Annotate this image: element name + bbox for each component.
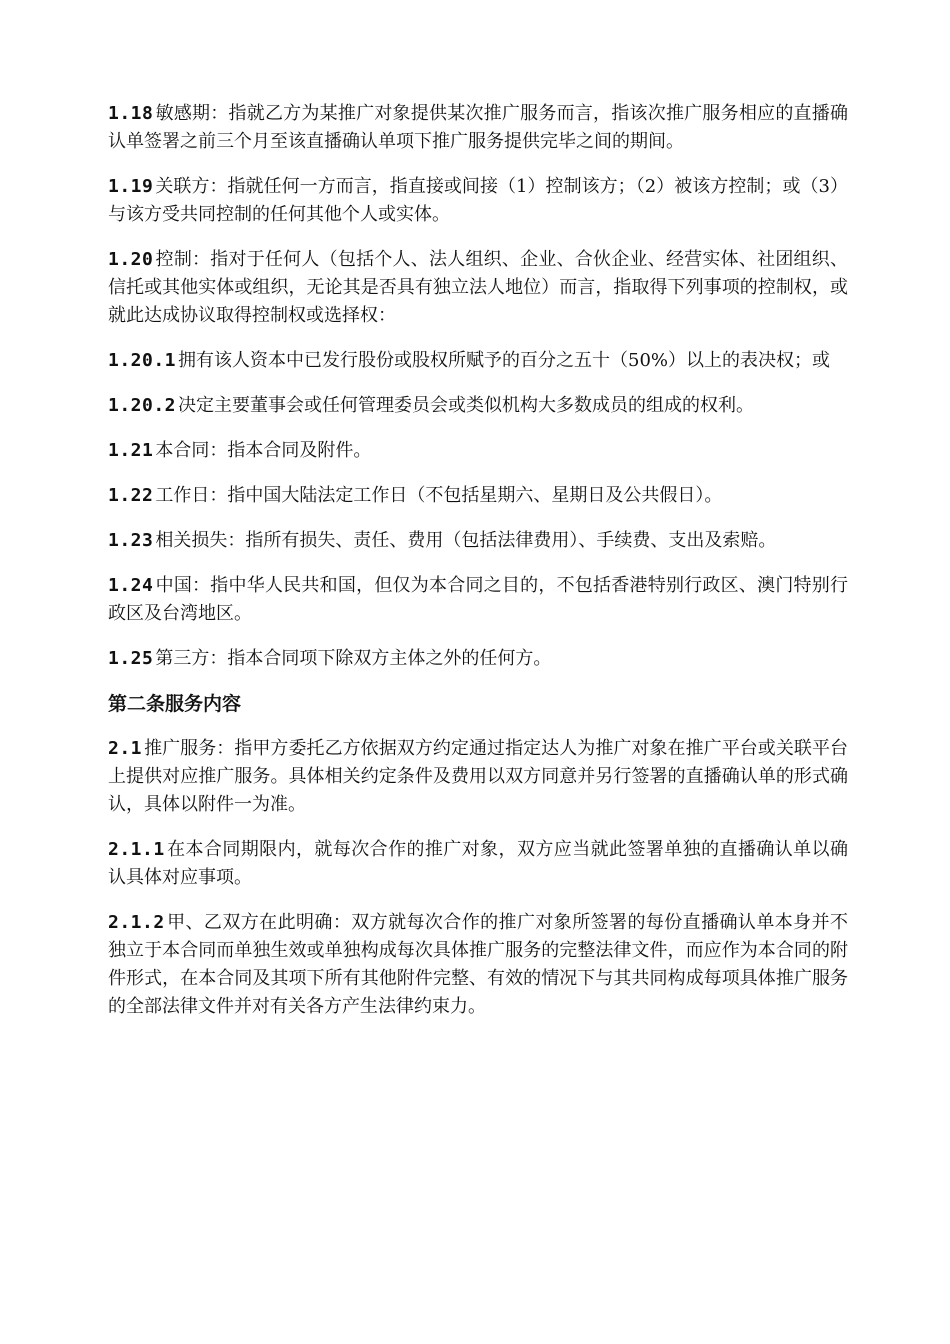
clause-text: 拥有该人资本中已发行股份或股权所赋予的百分之五十（50%）以上的表决权；或: [178, 350, 831, 371]
clause-1-23: [108, 527, 848, 555]
clause-number: 1.25: [108, 648, 154, 669]
clause-1-25: [108, 645, 848, 673]
clause-text: 第三方：指本合同项下除双方主体之外的任何方。: [155, 648, 552, 669]
clause-text: 控制：指对于任何人（包括个人、法人组织、企业、合伙企业、经营实体、社团组织、信托或其他实体或组织，无论其是否具有独立法人地位）而言，指取得下列事项的控制权，或就此达成协议取得控制权或选择权：: [108, 249, 848, 326]
clause-1-24: [108, 572, 848, 628]
clause-number: 2.1: [108, 738, 143, 759]
section-heading: 第二条服务内容: [108, 693, 242, 715]
clause-2-1-1: [108, 836, 848, 892]
clause-text: 决定主要董事会或任何管理委员会或类似机构大多数成员的组成的权利。: [178, 395, 755, 416]
clause-text: 敏感期：指就乙方为某推广对象提供某次推广服务而言，指该次推广服务相应的直播确认单签署之前三个月至该直播确认单项下推广服务提供完毕之间的期间。: [108, 103, 848, 152]
clause-text: 中国：指中华人民共和国，但仅为本合同之目的，不包括香港特别行政区、澳门特别行政区及台湾地区。: [108, 575, 848, 624]
clause-text: 工作日：指中国大陆法定工作日（不包括星期六、星期日及公共假日）。: [155, 485, 723, 506]
clause-text: 关联方：指就任何一方而言，指直接或间接（1）控制该方；（2）被该方控制；或（3）与该方受共同控制的任何其他个人或实体。: [108, 176, 848, 225]
clause-text: 本合同：指本合同及附件。: [155, 440, 372, 461]
clause-number: 1.20: [108, 249, 154, 270]
clause-1-21: [108, 437, 848, 465]
clause-number: 1.22: [108, 485, 154, 506]
clause-1-20-2: [108, 392, 848, 420]
clause-number: 1.20.1: [108, 350, 177, 371]
clause-number: 2.1.2: [108, 912, 165, 933]
clause-number: 1.19: [108, 176, 154, 197]
clause-1-18: [108, 100, 848, 156]
clause-number: 1.23: [108, 530, 154, 551]
clause-2-1: [108, 735, 848, 819]
clause-text: 甲、乙双方在此明确：双方就每次合作的推广对象所签署的每份直播确认单本身并不独立于本合同而单独生效或单独构成每次具体推广服务的完整法律文件，而应作为本合同的附件形式，在本合同及其项下所有其他附件完整、有效的情况下与其共同构成每项具体推广服务的全部法律文件并对有关各方产生法律约束力。: [108, 912, 848, 1017]
document-page: [108, 100, 848, 1038]
clause-text: 相关损失：指所有损失、责任、费用（包括法律费用）、手续费、支出及索赔。: [155, 530, 777, 551]
clause-text: 推广服务：指甲方委托乙方依据双方约定通过指定达人为推广对象在推广平台或关联平台上提供对应推广服务。具体相关约定条件及费用以双方同意并另行签署的直播确认单的形式确认，具体以附件一为准。: [108, 738, 848, 815]
clause-number: 2.1.1: [108, 839, 165, 860]
clause-number: 1.21: [108, 440, 154, 461]
clause-number: 1.24: [108, 575, 154, 596]
clause-text: 在本合同期限内，就每次合作的推广对象，双方应当就此签署单独的直播确认单以确认具体对应事项。: [108, 839, 848, 888]
clause-number: 1.18: [108, 103, 154, 124]
clause-1-19: [108, 173, 848, 229]
clause-1-20-1: [108, 347, 848, 375]
clause-1-20: [108, 246, 848, 330]
clause-1-22: [108, 482, 848, 510]
clause-number: 1.20.2: [108, 395, 177, 416]
clause-2-1-2: [108, 909, 848, 1021]
